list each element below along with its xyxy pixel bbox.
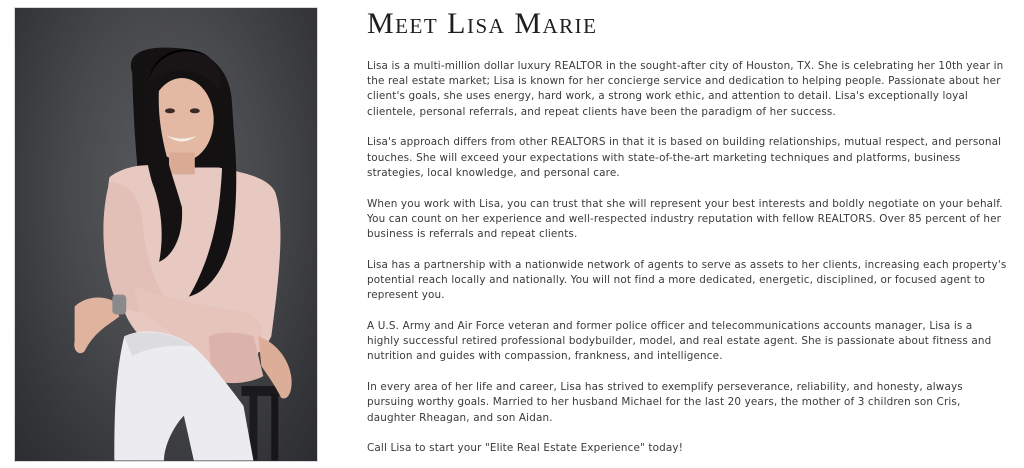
bio-content xyxy=(367,8,1007,468)
bio-call-to-action: Call Lisa to start your "Elite Real Estate Experience" today! xyxy=(367,442,684,455)
bio-paragraph: Lisa has a partnership with a nationwide network of agents to serve as assets to her clients, increasing each property's potential reach locally and nationally. You will not find a more dedicated, energetic, disciplined, or focused agent to represent you. xyxy=(367,258,1007,302)
bio-paragraph: A U.S. Army and Air Force veteran and former police officer and telecommunications accounts manager, Lisa is a highly successful retired professional bodybuilder, model, and real estate agent. She is passionate about fitness and nutrition and guides with compassion, frankness, and intelligence. xyxy=(367,320,992,363)
bio-paragraph: Lisa is a multi-million dollar luxury REALTOR in the sought-after city of Houston, TX. She is celebrating her 10th year in the real estate market; Lisa is known for her concierge service and dedication to helping people. Passionate about her client's goals, she uses energy, hard work, a strong work ethic, and attention to detail. Lisa's exceptionally loyal clientele, personal referrals, and repeat clients have been the paradigm of her success. xyxy=(367,60,1004,118)
bio-paragraph: In every area of her life and career, Lisa has strived to exemplify perseverance, reliability, and honesty, always pursuing worthy goals. Married to her husband Michael for the last 20 years, the mother of 3 children son Cris, daughter Rheagan, and son Aidan. xyxy=(367,381,963,424)
portrait-illustration xyxy=(15,8,317,461)
bio-text xyxy=(367,59,1007,457)
profile-photo xyxy=(14,7,318,462)
bio-paragraph: When you work with Lisa, you can trust that she will represent your best interests and boldly negotiate on your behalf. You can count on her experience and well-respected industry reputation with fellow REALTORS. Over 85 percent of her business is referrals and repeat clients. xyxy=(367,197,1003,241)
page-title: Meet Lisa Marie xyxy=(367,7,598,40)
bio-paragraph: Lisa's approach differs from other REALTORS in that it is based on building relationships, mutual respect, and personal touches. She will exceed your expectations with state-of-the-art marketing techniques and platforms, business strategies, local knowledge, and personal care. xyxy=(367,136,1002,179)
